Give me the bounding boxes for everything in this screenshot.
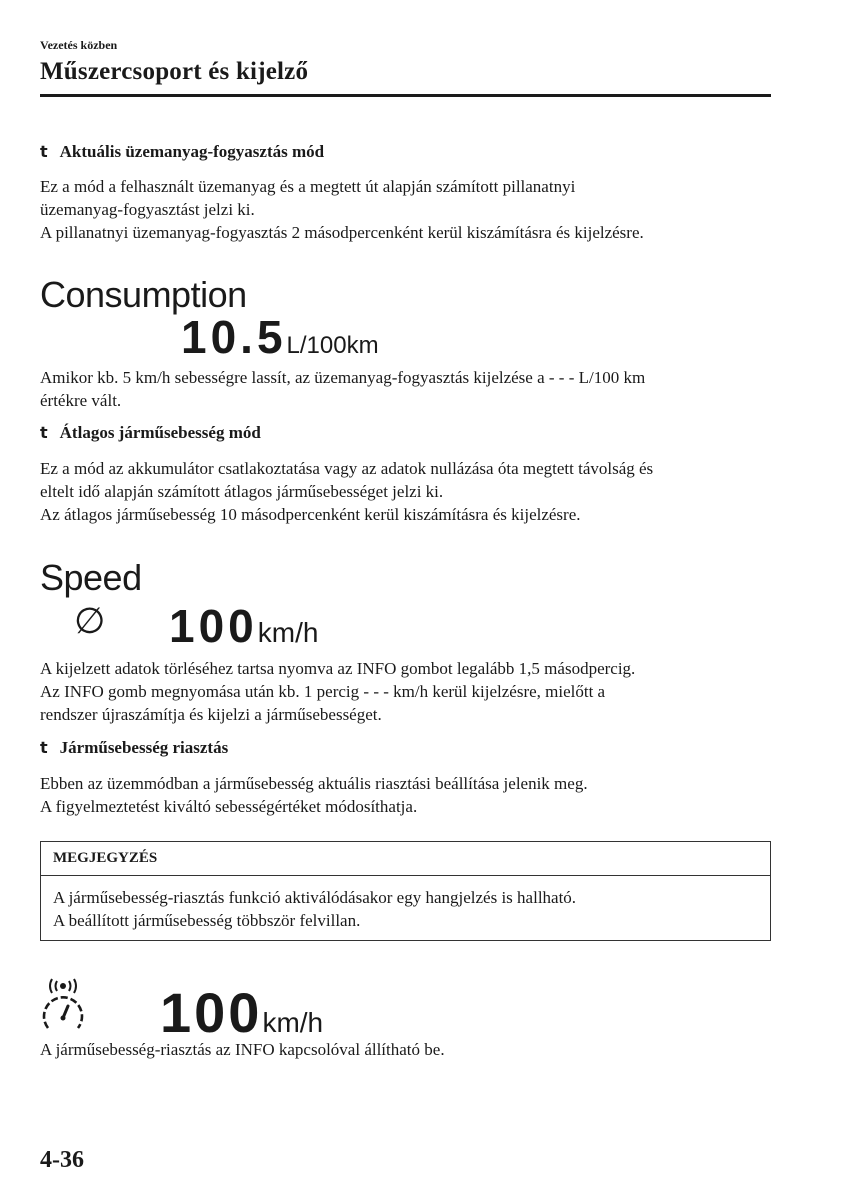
average-symbol-icon: ∅: [74, 601, 106, 642]
text-line: A figyelmeztetést kiváltó sebességértéket módosíthatja.: [40, 797, 418, 816]
text-line: Ebben az üzemmódban a járműsebesség aktuális riasztási beállítása jelenik meg.: [40, 774, 588, 793]
text-line: A pillanatnyi üzemanyag-fogyasztás 2 másodpercenként kerül kiszámításra és kijelzésre.: [40, 223, 644, 242]
text-line: Ez a mód a felhasznált üzemanyag és a megtett út alapján számított pillanatnyi: [40, 177, 576, 196]
section-heading-text: Járműsebesség riasztás: [59, 738, 229, 757]
speed-alarm-readout: [160, 981, 324, 1044]
text-line: Az INFO gomb megnyomása után kb. 1 percig - - - km/h kerül kijelzésre, mielőtt a: [40, 682, 606, 701]
avg-speed-unit: km/h: [257, 617, 319, 648]
section-bullet: t: [40, 423, 48, 442]
text-line: Az átlagos járműsebesség 10 másodpercenként kerül kiszámításra és kijelzésre.: [40, 505, 581, 524]
avg-speed-description: [40, 457, 780, 526]
text-line: A beállított járműsebesség többször felvillan.: [53, 911, 361, 930]
text-line: értékre vált.: [40, 391, 122, 410]
avg-speed-note-text: [40, 657, 780, 726]
section-bullet: t: [40, 738, 48, 757]
fuel-description: [40, 175, 780, 244]
section-bullet: t: [40, 142, 48, 161]
section-heading-speed-alarm: [40, 738, 228, 758]
text-line: üzemanyag-fogyasztást jelzi ki.: [40, 200, 255, 219]
speed-alarm-description: [40, 772, 780, 818]
text-line: A járműsebesség-riasztás az INFO kapcsolóval állítható be.: [40, 1040, 445, 1059]
section-heading-fuel: [40, 142, 324, 162]
section-heading-avg-speed: [40, 423, 261, 443]
text-line: A járműsebesség-riasztás funkció aktiválódásakor egy hangjelzés is hallható.: [53, 888, 577, 907]
speed-alarm-note-text: [40, 1038, 780, 1061]
note-title: MEGJEGYZÉS: [53, 850, 158, 866]
consumption-unit: L/100km: [286, 332, 379, 359]
note-header: [41, 842, 770, 876]
text-line: Ez a mód az akkumulátor csatlakoztatása vagy az adatok nullázása óta megtett távolság és: [40, 459, 654, 478]
consumption-value: 10.5: [181, 311, 287, 363]
fuel-note-text: [40, 366, 780, 412]
text-line: A kijelzett adatok törléséhez tartsa nyomva az INFO gombot legalább 1,5 másodpercig.: [40, 659, 636, 678]
display-label-consumption: Consumption: [40, 274, 247, 315]
chapter-label: Vezetés közben: [40, 38, 118, 52]
display-label-speed: Speed: [40, 557, 142, 598]
speed-alarm-icon: [38, 978, 88, 1034]
page-title: Műszercsoport és kijelző: [40, 58, 309, 85]
consumption-readout: [181, 311, 379, 363]
page-number: 4-36: [40, 1147, 84, 1173]
avg-speed-value: 100: [169, 600, 258, 652]
speed-alarm-unit: km/h: [262, 1007, 324, 1038]
text-line: Amikor kb. 5 km/h sebességre lassít, az üzemanyag-fogyasztás kijelzése a - - - L/100 km: [40, 368, 646, 387]
header-rule: [40, 94, 771, 97]
text-line: rendszer újraszámítja és kijelzi a járműsebességet.: [40, 705, 382, 724]
note-body: [53, 886, 576, 932]
text-line: eltelt idő alapján számított átlagos járműsebességet jelzi ki.: [40, 482, 444, 501]
section-heading-text: Átlagos járműsebesség mód: [59, 423, 261, 442]
section-heading-text: Aktuális üzemanyag-fogyasztás mód: [59, 142, 325, 161]
speed-alarm-value: 100: [160, 981, 263, 1044]
note-box: [40, 841, 771, 941]
avg-speed-readout: [169, 600, 319, 652]
